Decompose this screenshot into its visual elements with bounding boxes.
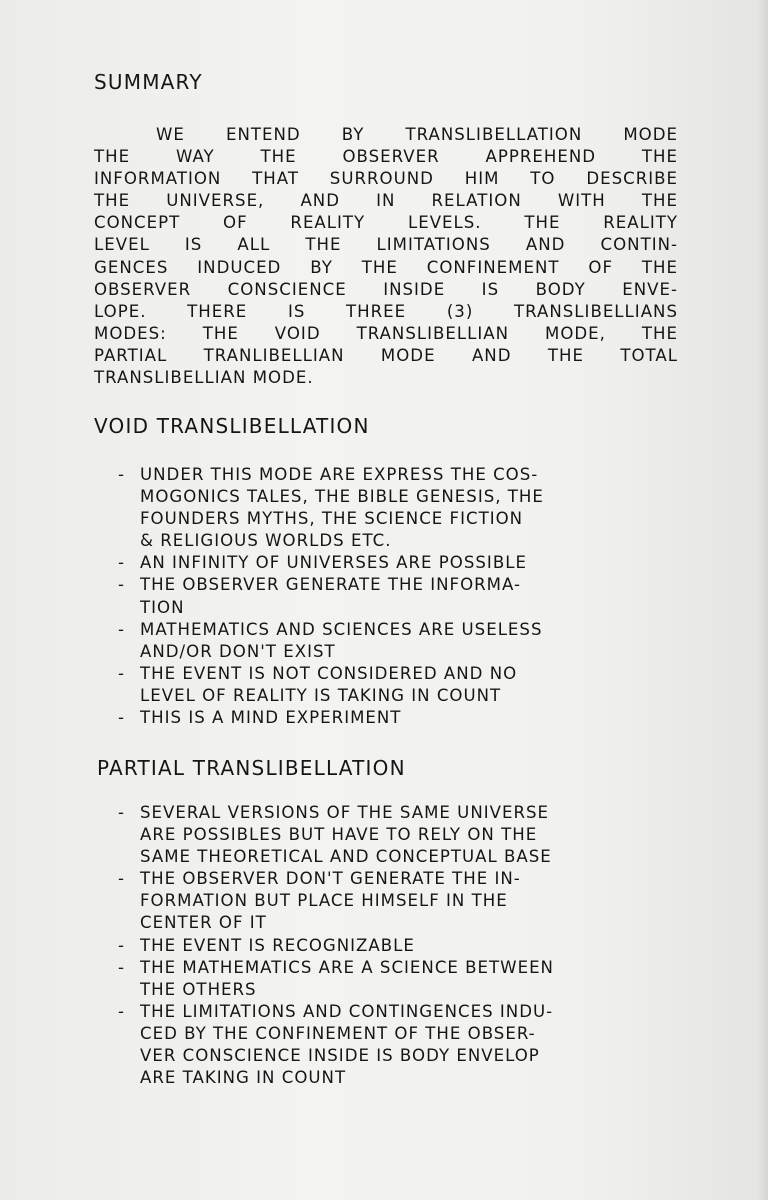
list-item: - THE OBSERVER DON'T GENERATE THE IN- FORMATION BUT PLACE HIMSELF IN THE CENTER OF IT [118, 869, 521, 933]
void-section-heading: VOID TRANSLIBELLATION [94, 414, 370, 438]
list-item: - THE EVENT IS NOT CONSIDERED AND NO LEVEL OF REALITY IS TAKING IN COUNT [118, 663, 518, 705]
list-item: - SEVERAL VERSIONS OF THE SAME UNIVERSE ARE POSSIBLES BUT HAVE TO RELY ON THE SAME THEORETICAL AND CONCEPTUAL BASE [118, 803, 552, 867]
bullet-dash: - [118, 1001, 125, 1021]
summary-line: LEVEL IS ALL THE LIMITATIONS AND CONTIN- [94, 235, 678, 255]
summary-line: GENCES INDUCED BY THE CONFINEMENT OF THE [94, 257, 678, 277]
page-edge-shadow [758, 0, 768, 1200]
bullet-dash: - [118, 869, 125, 889]
list-item: - THIS IS A MIND EXPERIMENT [118, 707, 544, 729]
void-section-list [118, 464, 544, 729]
bullet-dash: - [118, 553, 125, 573]
list-item: - THE OBSERVER GENERATE THE INFORMA- TION [118, 575, 521, 617]
summary-line: MODES: THE VOID TRANSLIBELLIAN MODE, THE [94, 323, 678, 343]
bullet-dash: - [118, 935, 125, 955]
bullet-dash: - [118, 708, 125, 728]
summary-line: TRANSLIBELLIAN MODE. [94, 368, 314, 388]
summary-line: CONCEPT OF REALITY LEVELS. THE REALITY [94, 213, 678, 233]
bullet-dash: - [118, 575, 125, 595]
summary-line: THE UNIVERSE, AND IN RELATION WITH THE [94, 191, 678, 211]
summary-line: THE WAY THE OBSERVER APPREHEND THE [94, 147, 678, 167]
bullet-dash: - [118, 803, 125, 822]
summary-paragraph [94, 124, 678, 389]
bullet-dash: - [118, 619, 125, 639]
list-item: - THE MATHEMATICS ARE A SCIENCE BETWEEN THE OTHERS [118, 957, 554, 999]
bullet-dash: - [118, 957, 125, 977]
partial-section-list [118, 802, 554, 1089]
summary-line: WE ENTEND BY TRANSLIBELLATION MODE [156, 125, 678, 144]
summary-line: INFORMATION THAT SURROUND HIM TO DESCRIBE [94, 169, 678, 189]
list-item: - MATHEMATICS AND SCIENCES ARE USELESS AND/OR DON'T EXIST [118, 619, 543, 661]
summary-line: LOPE. THERE IS THREE (3) TRANSLIBELLIANS [94, 301, 678, 321]
summary-line: PARTIAL TRANLIBELLIAN MODE AND THE TOTAL [94, 345, 678, 365]
list-item: - UNDER THIS MODE ARE EXPRESS THE COS- MOGONICS TALES, THE BIBLE GENESIS, THE FOUNDERS MYTHS, THE SCIENCE FICTION & RELIGIOUS WORLDS ETC. [118, 465, 544, 551]
partial-section-heading: PARTIAL TRANSLIBELLATION [97, 756, 406, 780]
bullet-dash: - [118, 465, 125, 484]
bullet-dash: - [118, 663, 125, 683]
summary-heading: SUMMARY [94, 70, 203, 94]
list-item: - THE LIMITATIONS AND CONTINGENCES INDU- CED BY THE CONFINEMENT OF THE OBSER- VER CONSCIENCE INSIDE IS BODY ENVELOP ARE TAKING IN COUNT [118, 1001, 554, 1088]
list-item: - THE EVENT IS RECOGNIZABLE [118, 935, 554, 957]
list-item: - AN INFINITY OF UNIVERSES ARE POSSIBLE [118, 552, 544, 574]
summary-line: OBSERVER CONSCIENCE INSIDE IS BODY ENVE- [94, 279, 678, 299]
